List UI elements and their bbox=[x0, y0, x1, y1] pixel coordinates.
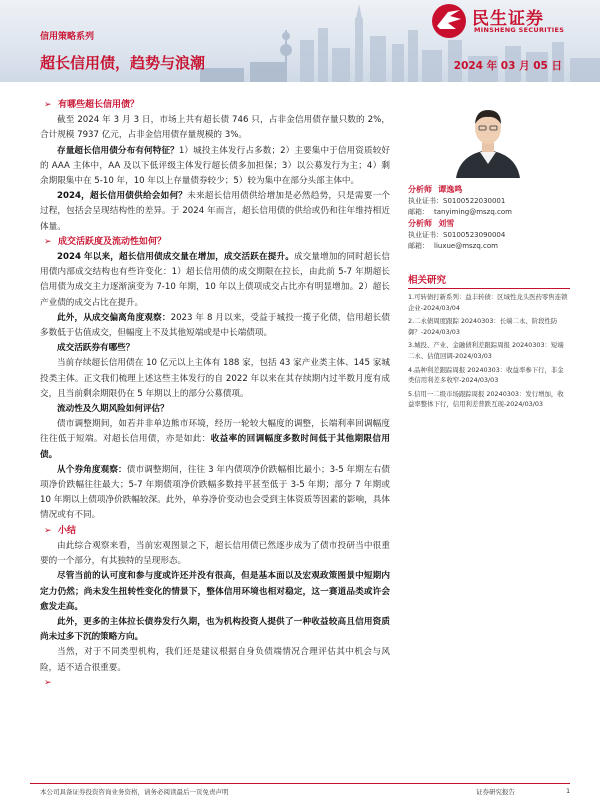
paragraph: 此外，更多的主体拉长债券发行久期，也为机构投资人提供了一种收益较高且信用资质尚未过多下沉的策略方向。 bbox=[40, 616, 390, 643]
subheading: 成交活跃券有哪些？ bbox=[57, 343, 135, 354]
section-heading: ➢ 小结 bbox=[40, 524, 390, 539]
analyst-cert: S0100523090004 bbox=[443, 231, 506, 239]
analyst-cert: S0100522030001 bbox=[443, 197, 506, 205]
paragraph: 存量超长信用债分布有何特征？1）城投主体发行占多数；2）主要集中于信用资质较好的 AAA 主体中，AA 及以下低评级主体发行超长债多加担保；3）以公募发行为主；4）剩余期限集中在 5-10 年，10 年以上存量债券较少；5）较为集中在部分头部主体中。 bbox=[40, 145, 390, 187]
main-content bbox=[40, 98, 390, 691]
paragraph: 当前存续超长信用债在 10 亿元以上主体有 188 家，包括 43 家产业类主体、145 家城投类主体。正文我们梳理上述这些主体发行的自 2022 年以来在其存续期内过半数月度有成交，且当前剩余期限仍在 5 年期以上的部分公募债项。 bbox=[40, 358, 390, 399]
related-research-item[interactable]: 2.二永债周度跟踪 20240303：长端二永、阶段性防御？-2024/03/03 bbox=[408, 317, 558, 336]
minsheng-logo bbox=[430, 2, 590, 42]
footer-disclaimer: 本公司具备证券投资咨询业务资格，请务必阅读最后一页免责声明 bbox=[40, 788, 229, 796]
related-research-list bbox=[408, 292, 570, 413]
section-heading: ➢ 成交活跃度及流动性如何？ bbox=[40, 235, 390, 250]
header-banner bbox=[0, 0, 600, 82]
analyst-photo bbox=[446, 98, 530, 178]
analyst-role: 分析师 bbox=[408, 219, 432, 228]
related-research-item[interactable]: 1.可转债打新系列：益丰转债：区域性龙头医药零售连锁企业-2024/03/04 bbox=[408, 293, 568, 312]
paragraph: 2024 年以来，超长信用债成交量在增加，成交活跃在提升。成交量增加的同时超长信用债内部成交结构也有些许变化：1）超长信用债的成交期限在拉长，由此前 5-7 年期超长信用债为成交主力逐渐演变为 7-10 年期，10 年以上债项成交占比亦有明显增加。2）超长产业债的成交占比在提升。 bbox=[40, 252, 390, 308]
report-date: 2024 年 03 月 05 日 bbox=[453, 60, 562, 72]
analyst-card: 分析师 谭逸鸣 执业证书：S0100522030001 邮箱： tanyiming@mszq.com bbox=[408, 185, 512, 216]
footer-divider bbox=[30, 783, 570, 784]
logo-cn-text: 民生证券 bbox=[472, 9, 544, 29]
related-research-item[interactable]: 5.信用一二级市场跟踪周报 20240303：发行增加，收益率整体下行，信用利差普跌互现-2024/03/03 bbox=[408, 389, 564, 409]
section-heading: ➢ 有哪些超长信用债？ bbox=[40, 98, 390, 113]
arrow-bullet-icon: ➢ bbox=[44, 677, 52, 688]
paragraph: 截至 2024 年 3 月 3 日，市场上共有超长债 746 只，占非金信用债存量只数的 2%，合计规模 7937 亿元，占非金信用债存量规模的 3%。 bbox=[40, 115, 390, 141]
minsheng-logo-mark-icon bbox=[430, 2, 470, 40]
related-research-item[interactable]: 3.城投、产业、金融债利差跟踪周报 20240303：短端二永、估值回调-2024/03/03 bbox=[408, 341, 564, 360]
related-research-item[interactable]: 4.品种利差跟踪周报 20240303：收益率参下行，非金类信用利差多收窄-2024/03/03 bbox=[408, 365, 564, 385]
report-title: 超长信用债，趋势与浪潮 bbox=[40, 54, 206, 72]
analyst-email[interactable]: tanyiming@mszq.com bbox=[434, 208, 512, 216]
analyst-email[interactable]: liuxue@mszq.com bbox=[434, 242, 498, 250]
subheading: 流动性及久期风险如何评估？ bbox=[57, 404, 169, 415]
arrow-bullet-icon: ➢ bbox=[44, 236, 52, 247]
arrow-bullet-icon: ➢ bbox=[44, 100, 52, 110]
risk-warning bbox=[40, 676, 390, 691]
arrow-bullet-icon: ➢ bbox=[44, 525, 52, 536]
paragraph: 尽管当前的认可度和参与度或许还并没有很高，但是基本面以及宏观政策图景中短期内定力仍然；尚未发生扭转性变化的情景下，整体信用环境也相对稳定，这一赛道品类或许会愈发走高。 bbox=[40, 571, 390, 612]
paragraph: 债市调整期间，如若并非单边熊市环境，经历一轮较大幅度的调整，长端利率回调幅度往往低于短端。对超长信用债，亦是如此：收益率的回调幅度多数时间低于其他期限信用债。 bbox=[40, 419, 390, 460]
paragraph: 此外，从成交偏离角度观察：2023 年 8 月以来，受益于城投一揽子化债，信用超长债多数低于估值成交，但幅度上不及其他短端或是中长端债项。 bbox=[40, 312, 390, 339]
analyst-name: 刘雪 bbox=[438, 219, 455, 228]
report-series: 信用策略系列 bbox=[40, 32, 95, 42]
paragraph: 2024，超长信用债供给会如何？未来超长信用债供给增加是必然趋势，只是需要一个过程，包括会呈现结构性的差异。于 2024 年而言，超长信用债的供给或仍和往年维持相近体量。 bbox=[40, 191, 390, 232]
paragraph: 由此综合观察来看，当前宏观图景之下，超长信用债已然逐步成为了债市投研当中很重要的一个部分，有其独特的呈现形态。 bbox=[40, 540, 390, 567]
paragraph: 从个券角度观察：债市调整期间，往往 3 年内债项净价跌幅相比最小；3-5 年期左右债项净价跌幅往往最大；5-7 年期债项净价跌幅多数持平甚至低于 3-5 年期；部分 7 年期或 10 年期以上债项净价跌幅较深。此外，单券净价变动也会受到主体资质等因素的影响，具体情况或有不同。 bbox=[40, 464, 390, 521]
related-research-title: 相关研究 bbox=[408, 272, 570, 289]
footer-doc-type: 证券研究报告 bbox=[476, 788, 515, 796]
analyst-role: 分析师 bbox=[408, 185, 432, 194]
page-number: 1 bbox=[566, 787, 571, 795]
logo-en-text: MINSHENG SECURITIES bbox=[474, 26, 565, 34]
analyst-card: 分析师 刘雪 执业证书：S0100523090004 邮箱： liuxue@mszq.com bbox=[408, 219, 506, 250]
analyst-name: 谭逸鸣 bbox=[438, 185, 463, 194]
paragraph: 当然，对于不同类型机构，我们还是建议根据自身负债端情况合理评估其中机会与风险，适不适合很重要。 bbox=[40, 647, 390, 673]
